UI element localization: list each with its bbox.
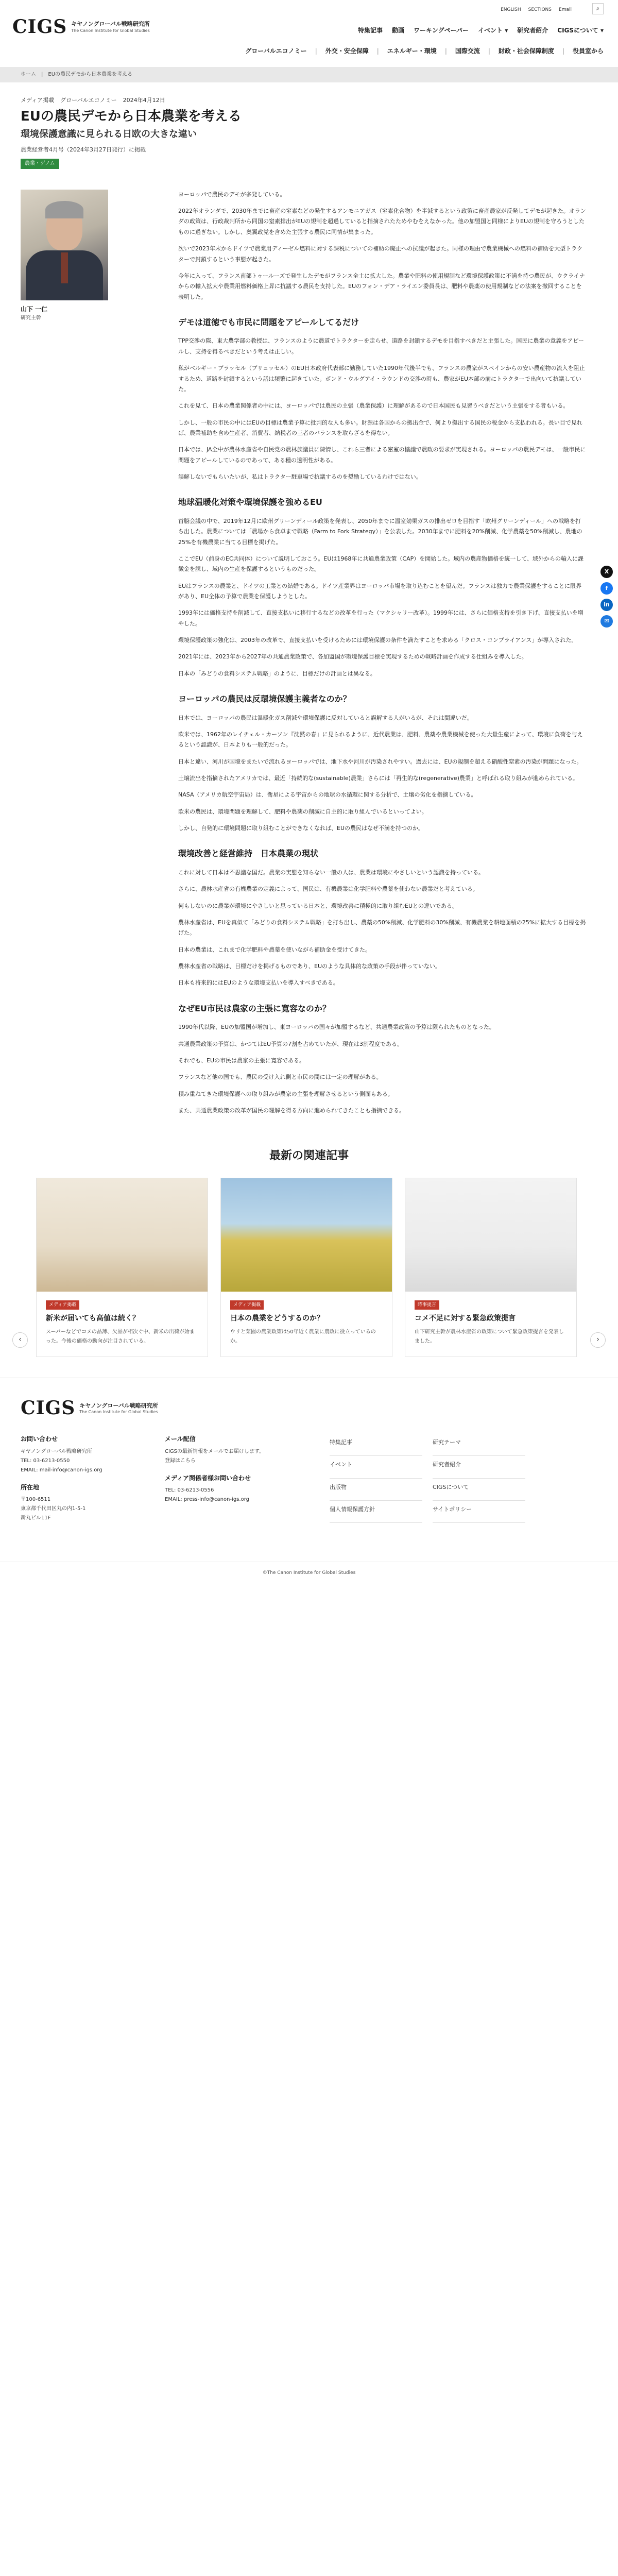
facebook-share-icon[interactable]: f xyxy=(600,582,613,595)
section-heading: ヨーロッパの農民は反環境保護主義者なのか？ xyxy=(178,693,351,704)
x-share-icon[interactable]: X xyxy=(600,566,613,578)
mail-link[interactable]: 登録はこちら xyxy=(165,1458,196,1464)
footer-link[interactable]: CIGSについて xyxy=(433,1479,525,1501)
press-line[interactable]: EMAIL: press-info@canon-igs.org xyxy=(165,1497,249,1503)
footer-mail xyxy=(165,1434,288,1523)
card-text: ウリと菜園の農業政策は50年近く農業に農政に役立っているのか。 xyxy=(230,1329,376,1345)
paragraph: これに対して日本は不思議な国だ。農業の実態を知らない一般の人は、農業は環境にやさしいという認識を持っている。 xyxy=(178,869,484,876)
related-card[interactable] xyxy=(405,1178,577,1358)
paragraph: 何もしないのに農業が環境にやさしいと思っている日本と、環境改善に積極的に取り組むEUとの違いである。 xyxy=(178,902,458,909)
meta-date: 2024年4月12日 xyxy=(123,97,165,104)
topic-tag[interactable]: 農業・ゲノム xyxy=(21,159,59,169)
linkedin-share-icon[interactable]: in xyxy=(600,599,613,611)
paragraph: また、共通農業政策の改革が国民の理解を得る方向に進められてきたことも指摘できる。 xyxy=(178,1107,405,1114)
nav-events[interactable]: イベント ▾ xyxy=(478,27,508,34)
paragraph: 欧米の農民は、環境問題を理解して、肥料や農薬の削減に自主的に取り組んでいるといってよい。 xyxy=(178,808,427,815)
site-footer xyxy=(0,1378,618,1584)
meta-kind: メディア掲載 xyxy=(21,97,55,104)
paragraph: それでも、EUの市民は農家の主張に寛容である。 xyxy=(178,1057,305,1064)
sub-nav xyxy=(245,46,604,56)
paragraph: 今年に入って、フランス南部トゥールーズで発生したデモがフランス全土に拡大した。農業や肥料の使用規制など環境保護政策に不満を持つ農民が、ウクライナからの輸入拡大や農業用燃料価格上昇に抗議する農民を支持した。EUのフォン・デア・ライエン委員長は、肥料や農薬の使用規制などの法案を撤回することを表明した。 xyxy=(178,272,585,300)
card-image xyxy=(221,1178,392,1292)
address-heading: 所在地 xyxy=(21,1483,40,1491)
card-text: スーパーなどでコメの品薄、欠品が相次ぐ中、新米の出荷が始まった。今後の価格の動向が注目されている。 xyxy=(46,1329,195,1345)
footer-link[interactable]: イベント xyxy=(330,1456,422,1478)
card-title: 新米が届いても高値は続く？ xyxy=(46,1314,140,1323)
paragraph: 1990年代以降、EUの加盟国が増加し、東ヨーロッパの国々が加盟するなど、共通農業政策の予算は限られたものとなった。 xyxy=(178,1024,495,1031)
footer-link[interactable]: 個人情報保護方針 xyxy=(330,1501,422,1523)
paragraph: しかし、一般の市民の中にはEUの目標は農業予算に批判的な人も多い。財源は各国からの拠出金で、何より拠出する国民の税金から支払われる。長い目で見れば、農業補助を含め生産者、消費者、納税者の三者のバランスを取らざるを得ない。 xyxy=(178,419,582,436)
divider: | xyxy=(488,47,490,55)
paragraph: 首脳会議の中で、2019年12月に欧州グリーンディール政策を発表し、2050年までに温室効果ガスの排出ゼロを目指す「欧州グリーンディール」への戦略を打ち出した。農業については「農場から食卓まで戦略（Farm to Fork Strategy）」を公表した。2030年までに肥料を20%削減、化学農薬を50%削減し、農地の25%を有機農業に当てる目標を掲げた。 xyxy=(178,517,582,546)
card-tag: 時事提言 xyxy=(415,1300,439,1310)
main-nav xyxy=(358,26,604,36)
address-line: 東京都千代田区丸の内1-5-1 xyxy=(21,1506,86,1512)
paragraph: 日本では、JA全中が農林水産省や自民党の農林族議員に陳情し、これら三者による密室の協議で農政の要求が実現される。ヨーロッパの農民デモは、一般市民に問題をアピールしているのであって、ある種の透明性がある。 xyxy=(178,446,586,464)
section-heading: なぜEU市民は農家の主張に寛容なのか？ xyxy=(178,1003,331,1013)
copyright: ©The Canon Institute for Global Studies xyxy=(0,1562,618,1584)
paragraph: 次いで2023年末からドイツで農業用ディーゼル燃料に対する課税についての補助の廃止への抗議が起きた。同様の理由で農業機械への燃料の補助を大型トラクターで封鎖するという事態が起きた。 xyxy=(178,245,583,263)
page-title: EUの農民デモから日本農業を考える xyxy=(21,108,242,124)
footer-links xyxy=(330,1434,525,1523)
nav-working-paper[interactable]: ワーキングペーパー xyxy=(414,27,469,34)
related-card[interactable] xyxy=(36,1178,208,1358)
nav-researchers[interactable]: 研究者紹介 xyxy=(517,27,548,34)
footer-logo-en: The Canon Institute for Global Studies xyxy=(79,1410,158,1415)
footer-link[interactable]: サイトポリシー xyxy=(433,1501,525,1523)
publication-line: 農業経営者4月号（2024年3月27日発行）に掲載 xyxy=(21,146,146,154)
meta-section: グローバルエコノミー xyxy=(60,97,117,104)
subnav-intl-exchange[interactable]: 国際交流 xyxy=(455,47,480,55)
util-english[interactable]: ENGLISH xyxy=(501,7,521,12)
carousel-prev-icon[interactable]: ‹ xyxy=(12,1332,28,1348)
card-tag: メディア掲載 xyxy=(46,1300,79,1310)
section-heading: デモは道徳でも市民に問題をアピールしてるだけ xyxy=(178,317,359,327)
related-articles xyxy=(0,1147,618,1378)
mail-share-icon[interactable]: ✉ xyxy=(600,615,613,628)
section-heading: 地球温暖化対策や環境保護を強めるEU xyxy=(178,497,322,507)
paragraph: さらに、農林水産省の有機農業の定義によって、国民は、有機農業は化学肥料や農薬を使わない農業だと考えている。 xyxy=(178,886,478,893)
paragraph: しかし、自発的に環境問題に取り組むことができなくなれば、EUの農民はなぜ不満を持つのか。 xyxy=(178,824,424,832)
card-image xyxy=(405,1178,576,1292)
paragraph: 農林水産省は、EUを真似て「みどりの食料システム戦略」を打ち出し、農薬の50%削減、化学肥料の30%削減、有機農業を耕地面積の25%に拡大する目標を掲げた。 xyxy=(178,919,586,937)
util-sections[interactable]: SECTIONS xyxy=(528,7,552,12)
article-content xyxy=(0,169,618,1116)
mail-line: CIGSの最新情報をメールでお届けします。 xyxy=(165,1448,265,1454)
related-title: 最新の関連記事 xyxy=(269,1149,349,1163)
section-heading: 環境改善と経営維持 日本農業の現状 xyxy=(178,849,319,859)
footer-logo-jp: キヤノングローバル戦略研究所 xyxy=(79,1402,158,1409)
press-heading: メディア関係者様お問い合わせ xyxy=(165,1474,251,1482)
press-line: TEL: 03-6213-0556 xyxy=(165,1487,214,1494)
footer-logo[interactable] xyxy=(21,1394,597,1423)
divider: | xyxy=(444,47,447,55)
footer-link[interactable]: 研究者紹介 xyxy=(433,1456,525,1478)
author-name[interactable]: 山下 一仁 xyxy=(21,305,48,313)
card-title: コメ不足に対する緊急政策提言 xyxy=(415,1314,516,1323)
paragraph: TPP交渉の際、東大農学部の教授は、フランスのように農道でトラクターを走らせ、道路を封鎖するデモを目指すべきだと主張した。国民に農業の意義をアピールし、支持を得るべきだという考えは正しい。 xyxy=(178,337,584,355)
paragraph: 私がベルギー・ブラッセル（ブリュッセル）のEU日本政府代表部に勤務していた1990年代後半でも、フランスの農家がスペインからの安い農産物の流入を阻止するため、道路を封鎖するという話は頻繁に起きていた。ポンド・ウルグアイ・ラウンドの交渉の時も、農家がEU本部の前にトラクターで出向いて抗議していた。 xyxy=(178,365,585,393)
logo-mark: CIGS xyxy=(12,16,67,38)
paragraph: NASA（アメリカ航空宇宙局）は、衛星による宇宙からの地球の水循環に関する分析で、土壌の劣化を指摘している。 xyxy=(178,791,477,799)
related-card[interactable] xyxy=(220,1178,392,1358)
paragraph: ここでEU（前身のEC共同体）について説明しておこう。EUは1968年に共通農業政策（CAP）を開始した。域内の農産物価格を統一して、域外からの輸入に課徴金を課し、域内の生産を保護するというものだった。 xyxy=(178,555,584,573)
utility-nav xyxy=(501,6,572,13)
paragraph: 日本と違い、河川が国境をまたいで流れるヨーロッパでは、地下水や河川が汚染されやすい。過去には、EUの規制を超える硝酸性窒素の汚染が問題になった。 xyxy=(178,758,582,765)
footer-link[interactable]: 研究テーマ xyxy=(433,1434,525,1456)
paragraph: 日本の農業は、これまで化学肥料や農薬を使いながら補助金を受けてきた。 xyxy=(178,946,371,953)
author-card xyxy=(21,190,108,323)
subnav-global-economy[interactable]: グローバルエコノミー xyxy=(245,47,307,55)
paragraph: 積み重ねてきた環境保護への取り組みが農家の主張を理解させるという側面もある。 xyxy=(178,1090,393,1097)
nav-features[interactable]: 特集記事 xyxy=(357,27,383,34)
paragraph: 欧米では、1962年のレイチェル・カーソン『沈黙の春』に見られるように、近代農業は、肥料、農薬や農業機械を使った大量生産によって、環境に負荷を与えるという認識が、日本よりも一般的だった。 xyxy=(178,731,583,749)
site-header xyxy=(0,0,618,67)
paragraph: EUはフランスの農業と、ドイツの工業との結婚である。ドイツ産業界はヨーロッパ市場を取り込むことを望んだ。フランスは独力で農業保護をすることに限界があり、EU全体の予算で農業を保護しようとした。 xyxy=(178,582,582,600)
footer-link[interactable]: 特集記事 xyxy=(330,1434,422,1456)
footer-contact xyxy=(21,1434,144,1523)
divider: | xyxy=(315,47,317,55)
util-email[interactable]: Email xyxy=(559,7,572,12)
author-photo xyxy=(21,190,108,300)
breadcrumb-home[interactable]: ホーム xyxy=(21,72,36,77)
carousel-next-icon[interactable]: › xyxy=(590,1332,606,1348)
address-line: 新丸ビル11F xyxy=(21,1515,51,1521)
site-logo[interactable] xyxy=(12,12,150,42)
nav-video[interactable]: 動画 xyxy=(391,27,404,34)
contact-line: TEL: 03-6213-0550 xyxy=(21,1458,70,1464)
paragraph: 日本の「みどりの食料システム戦略」のように、目標だけの計画とは異なる。 xyxy=(178,670,376,677)
footer-link[interactable]: 出版物 xyxy=(330,1479,422,1501)
mail-heading: メール配信 xyxy=(165,1435,196,1443)
paragraph: 2022年オランダで、2030年までに畜産の窒素などの発生するアンモニアガス（窒素化合物）を半減するという政策に畜産農家が反発してデモが起きた。オランダの政策は、行政裁判所から同国の窒素排出がEUの規制を超過していると指摘されたためやむをえなかった。他の加盟国と同様によりEUの規制を守ろうとしたものに過ぎない。しかし、奥翼政党を含めた主張する農民に同情が集まった。 xyxy=(178,208,586,235)
article-body xyxy=(178,190,586,1116)
paragraph: 誤解しないでもらいたいが、私はトラクター駐車場で抗議するのを奨励しているわけではない。 xyxy=(178,473,422,480)
subnav-energy[interactable]: エネルギー・環境 xyxy=(387,47,437,55)
card-image xyxy=(37,1178,208,1292)
subnav-executive[interactable]: 役員室から xyxy=(572,47,604,55)
contact-line[interactable]: EMAIL: mail-info@canon-igs.org xyxy=(21,1467,102,1473)
paragraph: 農林水産省の戦略は、目標だけを掲げるものであり、EUのような具体的な政策の手段が伴っていない。 xyxy=(178,962,441,970)
paragraph: ヨーロッパで農民のデモが多発している。 xyxy=(178,191,286,198)
paragraph: 日本も将来的にはEUのような環境支払いを導入すべきである。 xyxy=(178,979,339,987)
breadcrumb-current: EUの農民デモから日本農業を考える xyxy=(48,72,133,77)
subnav-fiscal[interactable]: 財政・社会保障制度 xyxy=(498,47,554,55)
contact-line: キヤノングローバル戦略研究所 xyxy=(21,1448,92,1454)
paragraph: 1993年には価格支持を削減して、直接支払いに移行するなどの改革を行った（マクシャリー改革）。1999年には、さらに価格支持を引き下げ、直接支払いを増やした。 xyxy=(178,609,583,627)
related-carousel xyxy=(0,1178,618,1358)
contact-heading: お問い合わせ xyxy=(21,1435,58,1443)
paragraph: これを見て、日本の農業関係者の中には、ヨーロッパでは農民の主張（農業保護）に理解があるので日本国民も見習うべきだという主張をする者もいる。 xyxy=(178,402,569,410)
address-line: 〒100-6511 xyxy=(21,1497,51,1503)
paragraph: 環境保護政策の強化は、2003年の改革で、直接支払いを受けるためには環境保護の条件を満たすことを求める「クロス・コンプライアンス」が導入された。 xyxy=(178,636,577,643)
divider: | xyxy=(562,47,564,55)
paragraph: 日本では、ヨーロッパの農民は温暖化ガス削減や環境保護に反対していると誤解する人がいるが、それは間違いだ。 xyxy=(178,714,473,721)
logo-jp: キヤノングローバル戦略研究所 xyxy=(71,21,150,28)
paragraph: 土壌流出を指摘されたアメリカでは、最近「持続的な(sustainable)農業」さらには「再生的な(regenerative)農業」と呼ばれる取り組みが進められている。 xyxy=(178,774,578,782)
paragraph: 共通農業政策の予算は、かつてはEU予算の7割を占めていたが、現在は3割程度である。 xyxy=(178,1040,403,1047)
breadcrumb xyxy=(0,67,618,82)
paragraph: 2021年には、2023年から2027年の共通農業政策で、各加盟国が環境保護目標を実現するための戦略計画を作成する仕組みを導入した。 xyxy=(178,653,527,660)
nav-about[interactable]: CIGSについて ▾ xyxy=(557,27,604,34)
divider: | xyxy=(376,47,379,55)
breadcrumb-separator: | xyxy=(41,72,43,77)
logo-en: The Canon Institute for Global Studies xyxy=(71,28,150,33)
card-title: 日本の農業をどうするのか？ xyxy=(230,1314,324,1323)
card-text: 山下研究主幹が農林水産省の政策について緊急政策提言を発表しました。 xyxy=(415,1329,564,1345)
card-tag: メディア掲載 xyxy=(230,1300,264,1310)
paragraph: フランスなど他の国でも、農民の受け入れ側と市民の間には一定の理解がある。 xyxy=(178,1074,382,1081)
footer-logo-mark: CIGS xyxy=(21,1397,76,1419)
subnav-diplomacy[interactable]: 外交・安全保障 xyxy=(325,47,369,55)
author-role: 研究主幹 xyxy=(21,315,41,321)
share-rail xyxy=(600,566,613,628)
search-icon[interactable]: ⌕ xyxy=(592,3,604,14)
article-header xyxy=(0,82,618,169)
page-subtitle: 環境保護意識に見られる日欧の大きな違い xyxy=(21,129,197,140)
